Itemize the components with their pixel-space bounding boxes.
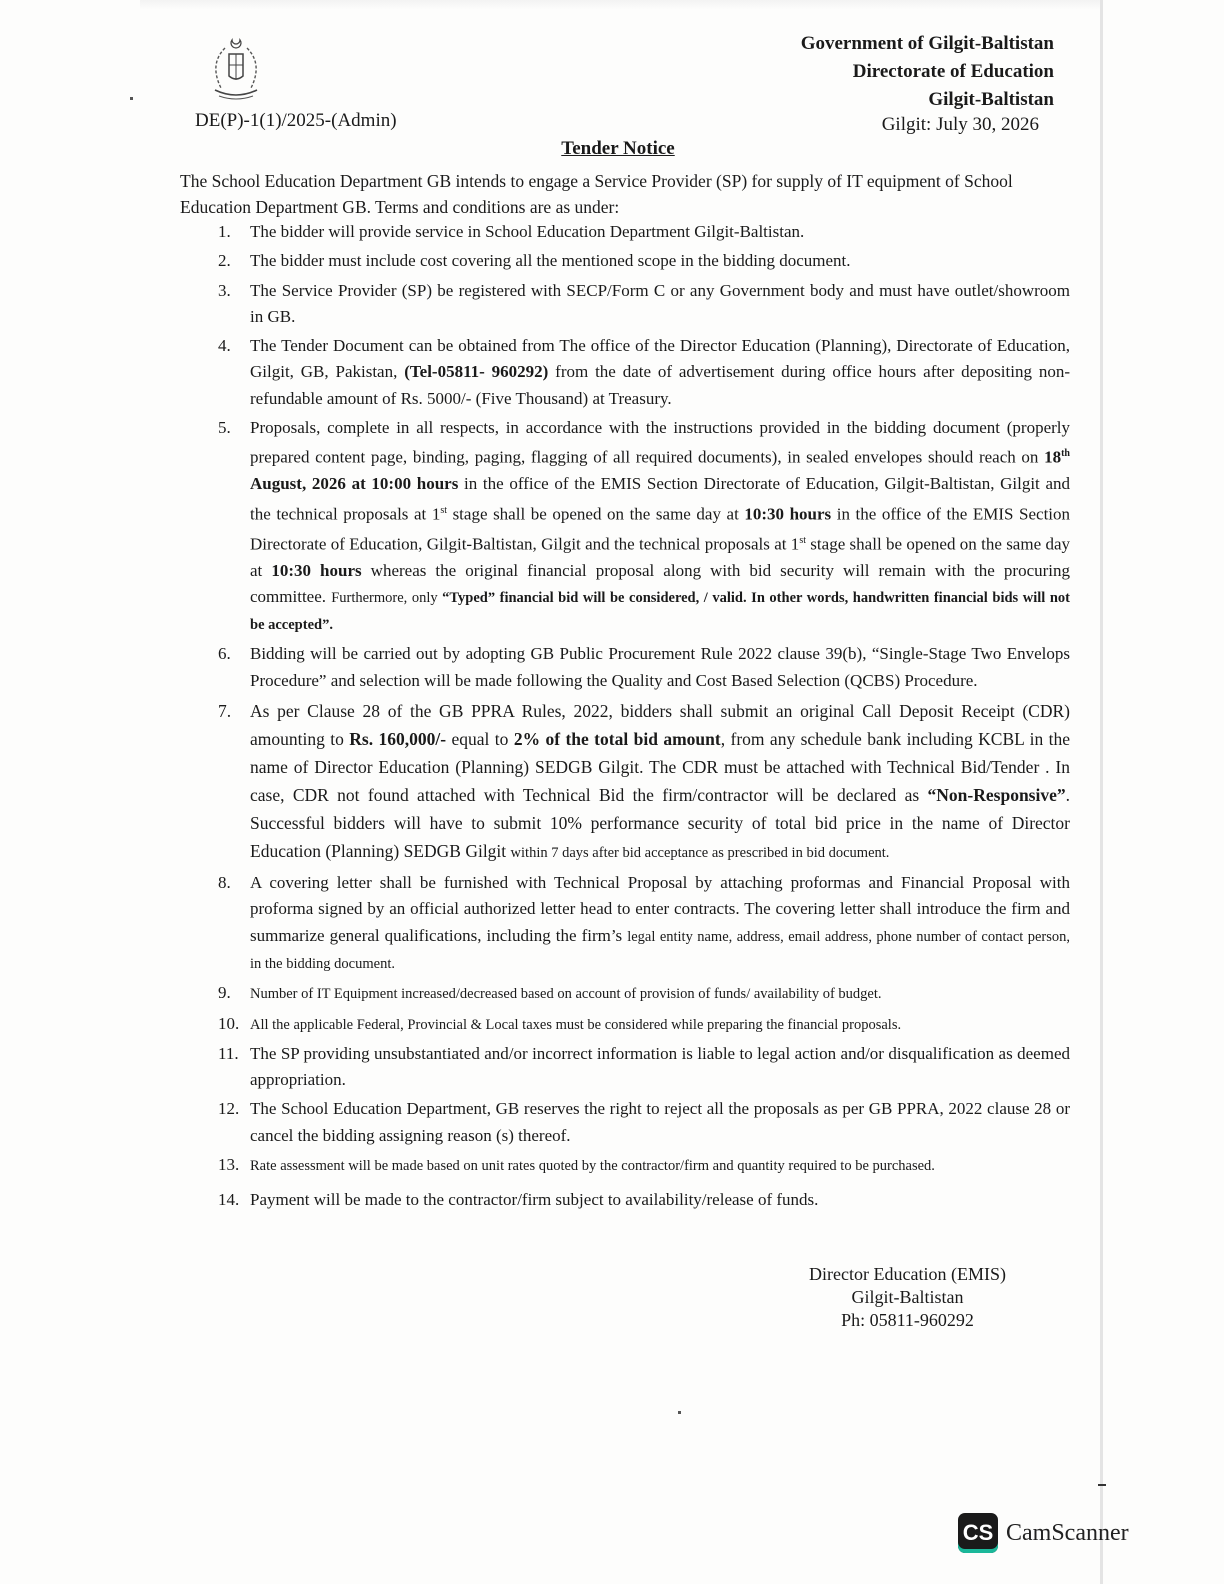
scan-edge xyxy=(140,0,1100,10)
camscanner-logo-icon: CS xyxy=(958,1513,998,1553)
signature-block xyxy=(790,1263,1025,1332)
term-item-1: 1. The bidder will provide service in School Education Department Gilgit-Baltistan. xyxy=(218,222,805,241)
term-item-14: 14. Payment will be made to the contractor/firm subject to availability/release of funds. xyxy=(218,1190,819,1210)
scan-mark xyxy=(1098,1484,1106,1486)
scan-edge-right xyxy=(1100,0,1103,1584)
camscanner-watermark xyxy=(958,1513,1129,1553)
term-item-12: 12. The School Education Department, GB reserves the right to reject all the proposals as per GB PPRA, 2022 clause 28 or cancel the bidding assigning reason (s) thereof. xyxy=(218,1099,1070,1145)
government-name: Government of Gilgit-Baltistan xyxy=(800,33,1054,54)
government-emblem-icon xyxy=(205,36,267,106)
camscanner-label: CamScanner xyxy=(1006,1519,1129,1546)
signatory-region: Gilgit-Baltistan xyxy=(851,1287,964,1307)
term-item-10: 10. All the applicable Federal, Provincial & Local taxes must be considered while preparing the financial proposals. xyxy=(218,1013,902,1033)
notice-date: Gilgit: July 30, 2026 xyxy=(881,114,1039,135)
letterhead xyxy=(801,30,1054,114)
term-item-3: 3. The Service Provider (SP) be registered with SECP/Form C or any Government body and must have outlet/showroom in GB. xyxy=(218,280,1070,326)
term-item-7: 7. As per Clause 28 of the GB PPRA Rules, 2022, bidders shall submit an original Call Deposit Receipt (CDR) amounting to Rs. 160,000/- equal to 2% of the total bid amount, from any schedule bank including KCBL in the name of Director Education (Planning) SEDGB Gilgit. The CDR must be attached with Technical Bid/Tender . In case, CDR not found attached with Technical Bid the firm/contractor will be declared as “Non-Responsive”. Successful bidders will have to submit 10% performance security of total bid price in the name of Director Education (Planning) SEDGB Gilgit within 7 days after bid acceptance as prescribed in bid document. xyxy=(218,701,1070,862)
reference-number: DE(P)-1(1)/2025-(Admin) xyxy=(195,110,397,131)
scan-speck xyxy=(678,1411,681,1414)
page-title: Tender Notice xyxy=(561,138,675,159)
term-item-6: 6. Bidding will be carried out by adopting GB Public Procurement Rule 2022 clause 39(b), “Single-Stage Two Envelops Procedure” and selection will be made following the Quality and Cost Based Selection (QCBS) Procedure. xyxy=(218,644,1070,690)
terms-list xyxy=(200,219,1070,1217)
scan-speck xyxy=(130,97,133,100)
term-item-9: 9. Number of IT Equipment increased/decreased based on account of provision of funds/ availability of budget. xyxy=(218,983,882,1003)
term-item-5: 5. Proposals, complete in all respects, in accordance with the instructions provided in the bidding document (properly prepared content page, binding, paging, flagging of all required documents), in sealed envelopes should reach on 18th August, 2026 at 10:00 hours in the office of the EMIS Section Directorate of Education, Gilgit-Baltistan, Gilgit and the technical proposals at 1st stage shall be opened on the same day at 10:30 hours in the office of the EMIS Section Directorate of Education, Gilgit-Baltistan, Gilgit and the technical proposals at 1st stage shall be opened on the same day at 10:30 hours whereas the original financial proposal along with bid security will remain with the procuring committee. Furthermore, only “Typed” financial bid will be considered, / valid. In other words, handwritten financial bids will not be accepted”. xyxy=(218,418,1071,634)
term-item-8: 8. A covering letter shall be furnished with Technical Proposal by attaching proformas and Financial Proposal with proforma signed by an official authorized letter head to enter contracts. The covering letter shall introduce the firm and summarize general qualifications, including the firm’s legal entity name, address, email address, phone number of contact person, in the bidding document. xyxy=(218,873,1070,972)
term-item-11: 11. The SP providing unsubstantiated and/or incorrect information is liable to legal action and/or disqualification as deemed appropriation. xyxy=(218,1043,1070,1090)
directorate-name: Directorate of Education xyxy=(852,61,1054,82)
region-name: Gilgit-Baltistan xyxy=(928,89,1054,110)
intro-paragraph: The School Education Department GB intends to engage a Service Provider (SP) for supply of IT equipment of School Education Department GB. Terms and conditions are as under: xyxy=(180,171,1013,217)
signatory-title: Director Education (EMIS) xyxy=(809,1264,1006,1284)
term-item-13: 13. Rate assessment will be made based on unit rates quoted by the contractor/firm and quantity required to be purchased. xyxy=(218,1154,935,1174)
term-item-2: 2. The bidder must include cost covering all the mentioned scope in the bidding document. xyxy=(218,251,851,271)
term-item-4: 4. The Tender Document can be obtained from The office of the Director Education (Planning), Directorate of Education, Gilgit, GB, Pakistan, (Tel-05811- 960292) from the date of advertisement during office hours after depositing non-refundable amount of Rs. 5000/- (Five Thousand) at Treasury. xyxy=(218,336,1070,408)
signatory-phone: Ph: 05811-960292 xyxy=(841,1310,974,1330)
